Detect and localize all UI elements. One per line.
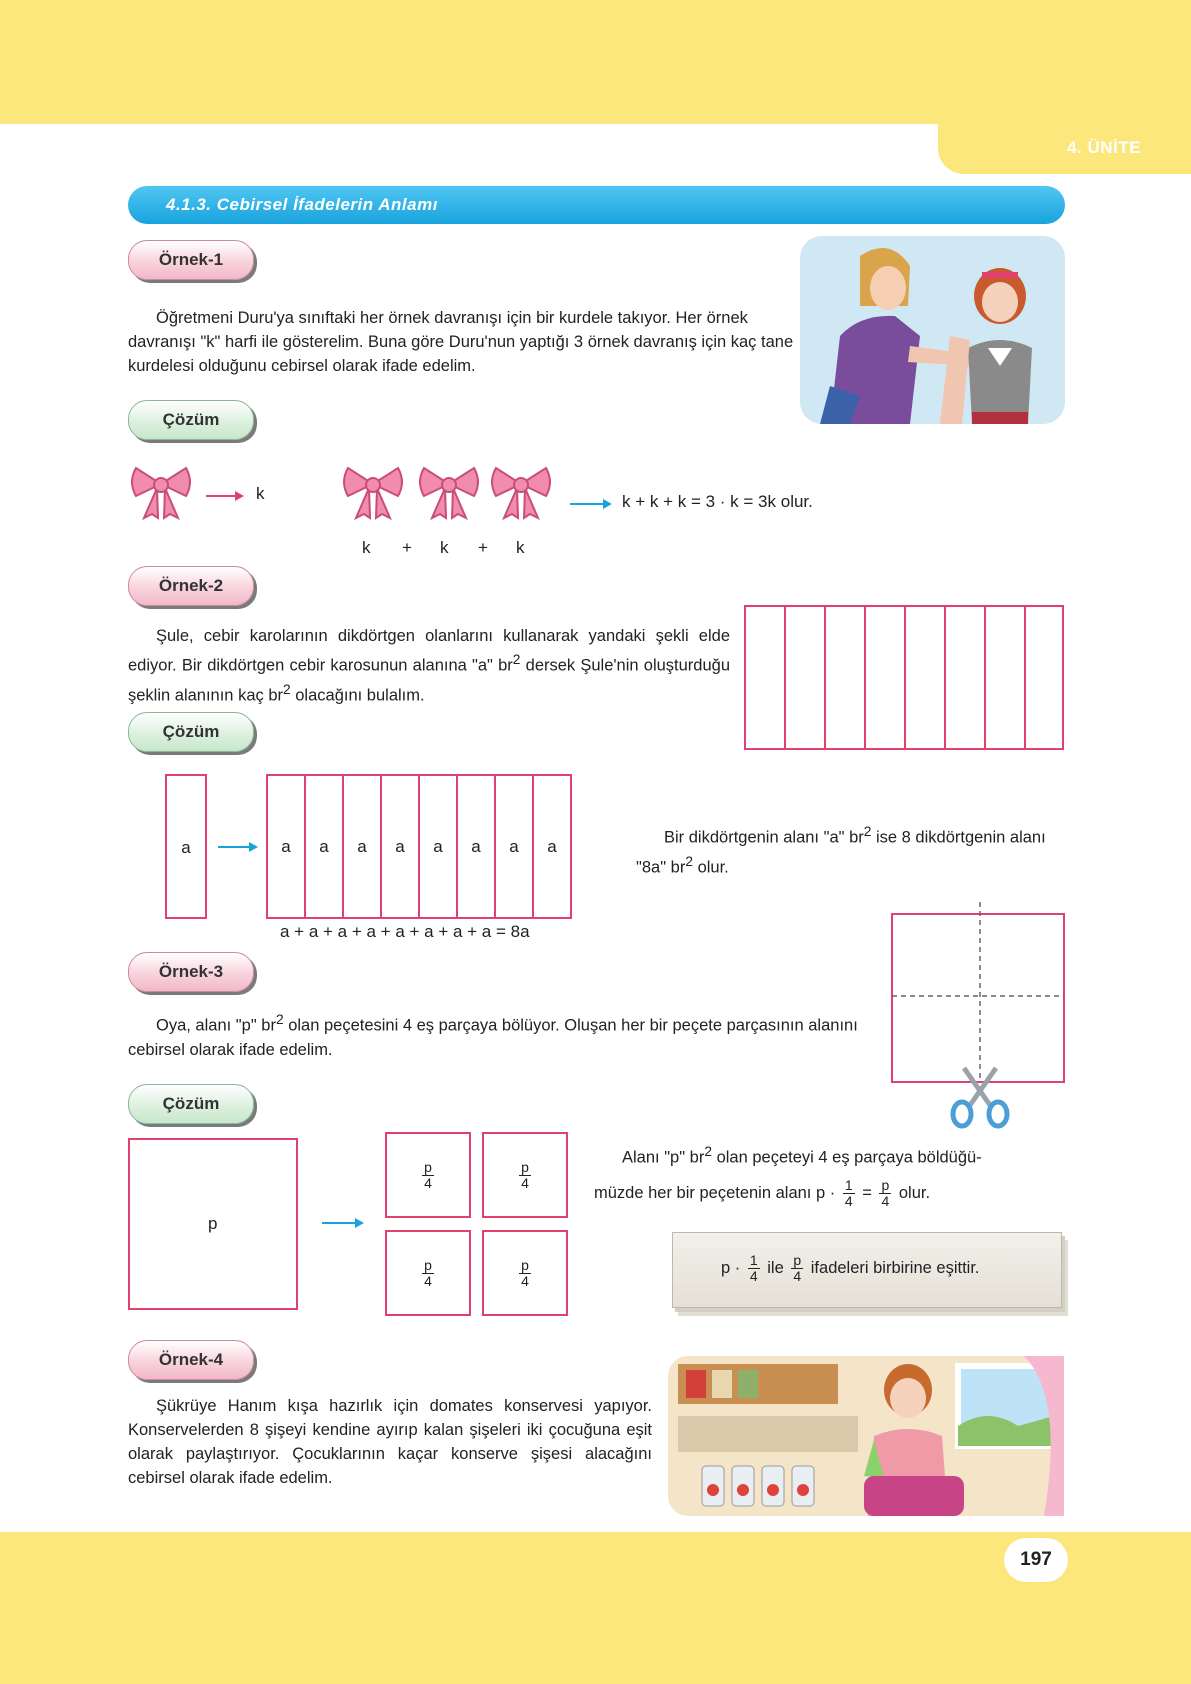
- example-2-text: [128, 624, 730, 707]
- example-3-label: Örnek-3: [128, 952, 254, 992]
- napkin-figure: [888, 900, 1068, 1132]
- superscript: 2: [283, 681, 291, 697]
- superscript: 2: [685, 853, 693, 869]
- math-symbol: ·: [829, 1183, 836, 1202]
- fraction: [791, 1253, 803, 1284]
- example-1-label: Örnek-1: [128, 240, 254, 280]
- text-segment: ile: [767, 1258, 784, 1277]
- tile-label: a: [509, 836, 519, 856]
- quarter-piece: [482, 1230, 568, 1316]
- teacher-student-illustration: [800, 236, 1065, 424]
- superscript: 2: [863, 824, 872, 839]
- top-band: [0, 0, 1191, 124]
- section-title: 4.1.3. Cebirsel İfadelerin Anlamı: [166, 195, 438, 214]
- sum-term: k: [440, 538, 449, 557]
- denominator: 4: [521, 1272, 529, 1289]
- section-title-bar: [128, 186, 1065, 224]
- numerator: p: [521, 1256, 529, 1273]
- unit-label: 4. ÜNİTE: [1067, 138, 1141, 157]
- sum-operator: +: [402, 538, 412, 557]
- fraction: [422, 1258, 434, 1289]
- fraction: [422, 1160, 434, 1191]
- arrow-icon: [206, 495, 242, 497]
- numerator: p: [881, 1177, 890, 1193]
- whole-napkin: [128, 1138, 298, 1310]
- tile: [304, 774, 344, 919]
- tile-label: a: [471, 836, 481, 856]
- tile-row: [266, 774, 588, 919]
- example-3-text: [128, 1008, 868, 1062]
- text-segment: müzde her bir peçetenin alanı: [594, 1183, 812, 1202]
- text-segment: olacağını bulalım.: [290, 686, 425, 704]
- math-symbol: p: [721, 1258, 731, 1277]
- denominator: 4: [793, 1268, 802, 1284]
- text-segment: Oya, alanı "p" br: [156, 1016, 276, 1035]
- arrow-icon: [570, 503, 610, 505]
- text-segment: Şule, cebir karolarının dikdörtgen olanlarını kullanarak yandaki şekli elde ediyor. Bir dikdörtgen cebir karosunun alanına "a" br: [128, 627, 730, 675]
- ribbon-equation: k + k + k = 3 · k = 3k olur.: [622, 492, 813, 511]
- tile: [494, 774, 534, 919]
- single-tile: [165, 774, 207, 919]
- tile-label: a: [357, 836, 367, 856]
- sum-term: k: [516, 538, 525, 557]
- text-segment: olur.: [898, 1183, 931, 1202]
- text-segment: olur.: [692, 858, 729, 876]
- denominator: 4: [844, 1193, 853, 1209]
- numerator: 1: [749, 1252, 758, 1268]
- arrow-icon: [322, 1222, 362, 1224]
- denominator: 4: [424, 1272, 432, 1289]
- tile: [532, 774, 572, 919]
- tile: [456, 774, 496, 919]
- sum-term: k: [362, 538, 371, 557]
- numerator: p: [521, 1158, 529, 1175]
- superscript: 2: [704, 1144, 712, 1159]
- tile: [342, 774, 382, 919]
- tile-sum: a + a + a + a + a + a + a + a = 8a: [280, 922, 530, 941]
- quarter-piece: [385, 1132, 471, 1218]
- numerator: p: [424, 1256, 432, 1273]
- text-segment: Bir dikdörtgenin alanı "a" br: [664, 828, 864, 847]
- note-box: [672, 1232, 1062, 1308]
- ribbon-variable: k: [256, 484, 265, 503]
- example-2-explanation: [636, 820, 1068, 879]
- napkin-label: p: [208, 1214, 218, 1233]
- text-segment: olan peçetesini 4 eş parçaya bölüyor. Oluşan her bir peçete parçasının alanını cebirsel olarak ifade edelim.: [128, 1016, 858, 1059]
- tile: [266, 774, 306, 919]
- example-2-solution-label: Çözüm: [128, 712, 254, 752]
- superscript: 2: [512, 652, 521, 667]
- denominator: 4: [424, 1174, 432, 1191]
- example-2-label: Örnek-2: [128, 566, 254, 606]
- example-3-explanation-line1: [622, 1140, 1072, 1170]
- text-segment: Alanı "p" br: [622, 1148, 705, 1167]
- numerator: p: [793, 1252, 802, 1268]
- ribbon-icon: [342, 462, 404, 520]
- sum-operator: +: [478, 538, 488, 557]
- ribbon-icon: [490, 462, 552, 520]
- numerator: 1: [844, 1177, 853, 1193]
- example-1-text: Öğretmeni Duru'ya sınıftaki her örnek davranışı için bir kurdele takıyor. Her örnek davranışı "k" harfi ile gösterelim. Buna göre Duru'nun yaptığı 3 örnek davranış için kaç tane kurdelesi olduğunu cebirsel olarak ifade edelim.: [128, 309, 794, 375]
- tile-label: a: [433, 836, 443, 856]
- tile-label: a: [547, 836, 557, 856]
- math-symbol: ·: [734, 1258, 741, 1277]
- text-segment: ifadeleri birbirine eşittir.: [810, 1258, 980, 1277]
- numerator: p: [424, 1158, 432, 1175]
- example-3-solution-label: Çözüm: [128, 1084, 254, 1124]
- quarter-piece: [385, 1230, 471, 1316]
- denominator: 4: [749, 1268, 758, 1284]
- unit-tab: [938, 124, 1191, 174]
- tile-figure: [744, 605, 1064, 750]
- superscript: 2: [275, 1012, 284, 1027]
- text-segment: ise 8 dikdörtgenin alanı "8a" br: [636, 828, 1046, 876]
- example-1-solution-label: Çözüm: [128, 400, 254, 440]
- example-3-explanation-line2: [594, 1178, 1074, 1209]
- kitchen-illustration: [668, 1356, 1064, 1516]
- note-text: [721, 1253, 980, 1284]
- fraction: [519, 1160, 531, 1191]
- page-number: 197: [1004, 1538, 1068, 1582]
- fraction: [748, 1253, 760, 1284]
- math-symbol: =: [862, 1183, 872, 1202]
- ribbon-icon: [130, 462, 192, 520]
- denominator: 4: [521, 1174, 529, 1191]
- arrow-icon: [218, 846, 256, 848]
- fraction: [519, 1258, 531, 1289]
- fraction: [843, 1178, 855, 1209]
- fraction: [879, 1178, 891, 1209]
- example-4-text: Şükrüye Hanım kışa hazırlık için domates konservesi yapıyor. Konservelerden 8 şişeyi kendine ayırıp kalan şişeleri iki çocuğuna eşit olarak paylaştırıyor. Çocuklarının kaçar konserve şişesi alacağını cebirsel olarak ifade edelim.: [128, 1397, 652, 1487]
- tile-label: a: [319, 836, 329, 856]
- ribbon-icon: [418, 462, 480, 520]
- quarter-piece: [482, 1132, 568, 1218]
- tile: [380, 774, 420, 919]
- tile-label: a: [395, 836, 405, 856]
- denominator: 4: [881, 1193, 890, 1209]
- tile-label: a: [281, 836, 291, 856]
- text-segment: olan peçeteyi 4 eş parçaya böldüğü-: [712, 1148, 982, 1167]
- tile-label: a: [181, 838, 191, 857]
- example-4-label: Örnek-4: [128, 1340, 254, 1380]
- math-symbol: p: [815, 1183, 826, 1202]
- tile: [418, 774, 458, 919]
- text-segment: dersek Şule'nin oluşturduğu şeklin alanının kaç br: [128, 656, 730, 704]
